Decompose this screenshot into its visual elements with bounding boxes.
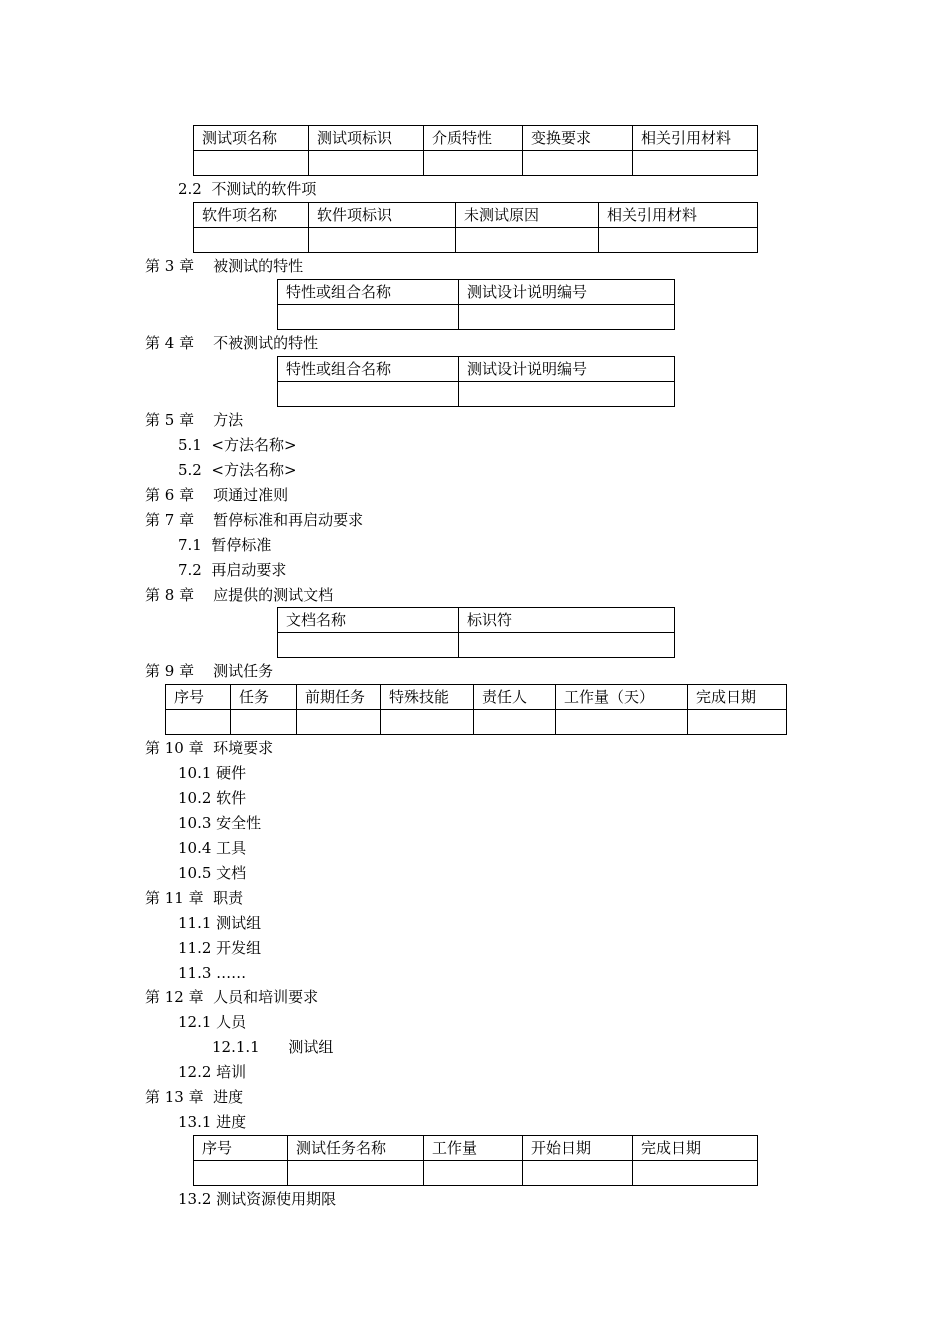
chapter-title: 环境要求 bbox=[213, 739, 274, 757]
table-row bbox=[278, 633, 675, 658]
table-cell[interactable] bbox=[633, 1161, 758, 1186]
section-heading: 11.3 …… bbox=[178, 964, 247, 982]
table-header-cell: 特殊技能 bbox=[381, 685, 474, 710]
section-heading: 12.2 培训 bbox=[178, 1063, 247, 1081]
table-header-cell: 相关引用材料 bbox=[599, 203, 758, 228]
chapter-heading bbox=[145, 510, 363, 530]
table-cell[interactable] bbox=[424, 1161, 523, 1186]
untested-software-table bbox=[193, 202, 758, 253]
section-number: 5.2 bbox=[178, 461, 202, 479]
test-tasks-table bbox=[165, 684, 787, 735]
table-header-cell: 软件项名称 bbox=[194, 203, 309, 228]
table-header-cell: 文档名称 bbox=[278, 608, 459, 633]
table-header-cell: 未测试原因 bbox=[456, 203, 599, 228]
chapter-heading bbox=[145, 661, 273, 681]
chapter-heading bbox=[145, 888, 243, 908]
table-header-cell: 序号 bbox=[194, 1136, 288, 1161]
table-cell[interactable] bbox=[278, 305, 459, 330]
chapter-number: 第 8 章 bbox=[145, 586, 195, 604]
table-cell[interactable] bbox=[297, 710, 381, 735]
chapter-number: 第 7 章 bbox=[145, 511, 195, 529]
chapter-number: 第 5 章 bbox=[145, 411, 195, 429]
table-cell[interactable] bbox=[166, 710, 231, 735]
chapter-title: 测试任务 bbox=[213, 662, 274, 680]
table-row bbox=[278, 305, 675, 330]
section-heading bbox=[178, 179, 316, 199]
chapter-title: 被测试的特性 bbox=[213, 257, 304, 275]
section-heading: 10.3 安全性 bbox=[178, 814, 262, 832]
table-header-cell: 完成日期 bbox=[688, 685, 787, 710]
table-header-cell: 测试项名称 bbox=[194, 126, 309, 151]
table-header-cell: 开始日期 bbox=[523, 1136, 633, 1161]
table-header-cell: 软件项标识 bbox=[309, 203, 456, 228]
table-header-cell: 变换要求 bbox=[523, 126, 633, 151]
section-number: 7.1 bbox=[178, 536, 202, 554]
table-header-cell: 特性或组合名称 bbox=[278, 280, 459, 305]
table-header-cell: 测试项标识 bbox=[309, 126, 424, 151]
section-title: <方法名称> bbox=[211, 436, 297, 454]
table-header-cell: 测试任务名称 bbox=[288, 1136, 424, 1161]
section-heading bbox=[178, 560, 286, 580]
table-row bbox=[194, 228, 758, 253]
chapter-title: 项通过准则 bbox=[213, 486, 289, 504]
table-row bbox=[278, 382, 675, 407]
section-heading: 10.5 文档 bbox=[178, 864, 247, 882]
chapter-heading bbox=[145, 410, 243, 430]
table-header-row bbox=[194, 203, 758, 228]
section-heading bbox=[178, 435, 297, 455]
table-cell[interactable] bbox=[459, 633, 675, 658]
table-header-cell: 介质特性 bbox=[424, 126, 523, 151]
chapter-title: 人员和培训要求 bbox=[213, 988, 319, 1006]
chapter-number: 第 11 章 bbox=[145, 889, 204, 907]
table-cell[interactable] bbox=[633, 151, 758, 176]
table-cell[interactable] bbox=[424, 151, 523, 176]
table-header-cell: 相关引用材料 bbox=[633, 126, 758, 151]
section-title: 暂停标准 bbox=[211, 536, 272, 554]
table-header-cell: 特性或组合名称 bbox=[278, 357, 459, 382]
chapter-title: 暂停标准和再启动要求 bbox=[213, 511, 364, 529]
table-row bbox=[194, 151, 758, 176]
table-cell[interactable] bbox=[474, 710, 556, 735]
section-heading: 11.2 开发组 bbox=[178, 939, 262, 957]
table-cell[interactable] bbox=[309, 228, 456, 253]
chapter-heading bbox=[145, 738, 273, 758]
table-cell[interactable] bbox=[523, 151, 633, 176]
chapter-number: 第 4 章 bbox=[145, 334, 195, 352]
table-cell[interactable] bbox=[278, 382, 459, 407]
table-header-row bbox=[278, 280, 675, 305]
chapter-heading bbox=[145, 585, 333, 605]
subsection-number: 12.1.1 bbox=[212, 1038, 260, 1056]
section-number: 2.2 bbox=[178, 180, 202, 198]
table-cell[interactable] bbox=[194, 151, 309, 176]
table-row bbox=[166, 710, 787, 735]
table-cell[interactable] bbox=[194, 1161, 288, 1186]
chapter-heading bbox=[145, 485, 288, 505]
chapter-title: 职责 bbox=[213, 889, 244, 907]
section-heading: 10.2 软件 bbox=[178, 789, 247, 807]
table-cell[interactable] bbox=[194, 228, 309, 253]
chapter-title: 进度 bbox=[213, 1088, 244, 1106]
table-header-row bbox=[278, 608, 675, 633]
table-header-row bbox=[166, 685, 787, 710]
section-number: 5.1 bbox=[178, 436, 202, 454]
table-cell[interactable] bbox=[381, 710, 474, 735]
table-cell[interactable] bbox=[456, 228, 599, 253]
chapter-heading bbox=[145, 1087, 243, 1107]
section-heading bbox=[178, 535, 271, 555]
schedule-table bbox=[193, 1135, 758, 1186]
table-header-cell: 序号 bbox=[166, 685, 231, 710]
table-header-cell: 工作量 bbox=[424, 1136, 523, 1161]
table-cell[interactable] bbox=[459, 305, 675, 330]
chapter-title: 不被测试的特性 bbox=[213, 334, 319, 352]
test-documents-table bbox=[277, 607, 675, 658]
table-header-row bbox=[278, 357, 675, 382]
subsection-title: 测试组 bbox=[288, 1038, 334, 1056]
table-header-cell: 测试设计说明编号 bbox=[459, 357, 675, 382]
table-cell[interactable] bbox=[599, 228, 758, 253]
section-heading: 10.1 硬件 bbox=[178, 764, 247, 782]
section-title: 再启动要求 bbox=[211, 561, 287, 579]
chapter-number: 第 13 章 bbox=[145, 1088, 204, 1106]
table-header-cell: 责任人 bbox=[474, 685, 556, 710]
table-header-cell: 标识符 bbox=[459, 608, 675, 633]
chapter-title: 应提供的测试文档 bbox=[213, 586, 334, 604]
chapter-number: 第 6 章 bbox=[145, 486, 195, 504]
section-heading: 13.1 进度 bbox=[178, 1113, 247, 1131]
chapter-number: 第 3 章 bbox=[145, 257, 195, 275]
table-cell[interactable] bbox=[688, 710, 787, 735]
table-cell[interactable] bbox=[459, 382, 675, 407]
table-cell[interactable] bbox=[288, 1161, 424, 1186]
section-heading: 13.2 测试资源使用期限 bbox=[178, 1190, 337, 1208]
table-cell[interactable] bbox=[278, 633, 459, 658]
section-title: <方法名称> bbox=[211, 461, 297, 479]
table-cell[interactable] bbox=[523, 1161, 633, 1186]
table-header-row bbox=[194, 1136, 758, 1161]
subsection-heading bbox=[212, 1037, 333, 1057]
chapter-number: 第 9 章 bbox=[145, 662, 195, 680]
chapter-heading bbox=[145, 333, 318, 353]
table-row bbox=[194, 1161, 758, 1186]
chapter-heading bbox=[145, 987, 318, 1007]
table-header-cell: 前期任务 bbox=[297, 685, 381, 710]
section-heading: 10.4 工具 bbox=[178, 839, 247, 857]
table-header-cell: 任务 bbox=[231, 685, 297, 710]
untested-features-table bbox=[277, 356, 675, 407]
test-items-table bbox=[193, 125, 758, 176]
table-header-cell: 测试设计说明编号 bbox=[459, 280, 675, 305]
table-header-cell: 完成日期 bbox=[633, 1136, 758, 1161]
section-title: 不测试的软件项 bbox=[211, 180, 317, 198]
table-header-cell: 工作量（天） bbox=[556, 685, 688, 710]
section-heading: 11.1 测试组 bbox=[178, 914, 262, 932]
table-cell[interactable] bbox=[556, 710, 688, 735]
chapter-heading bbox=[145, 256, 303, 276]
section-heading: 12.1 人员 bbox=[178, 1013, 247, 1031]
section-number: 7.2 bbox=[178, 561, 202, 579]
chapter-number: 第 10 章 bbox=[145, 739, 204, 757]
chapter-number: 第 12 章 bbox=[145, 988, 204, 1006]
table-cell[interactable] bbox=[231, 710, 297, 735]
table-header-row bbox=[194, 126, 758, 151]
tested-features-table bbox=[277, 279, 675, 330]
chapter-title: 方法 bbox=[213, 411, 244, 429]
table-cell[interactable] bbox=[309, 151, 424, 176]
section-heading bbox=[178, 460, 297, 480]
